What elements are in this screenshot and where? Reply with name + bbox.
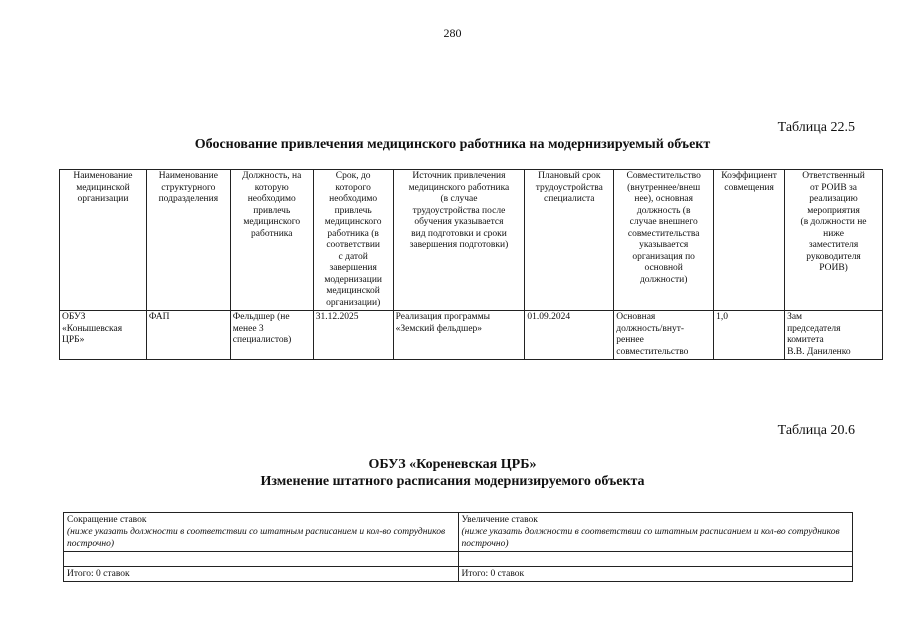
staff-attraction-table bbox=[59, 169, 883, 360]
increase-total: Итого: 0 ставок bbox=[458, 567, 853, 582]
cell-text-line: реннее bbox=[616, 335, 644, 345]
cell-text-line: подразделения bbox=[158, 194, 219, 204]
increase-header: Увеличение ставок bbox=[461, 515, 538, 525]
increase-header-cell bbox=[458, 513, 853, 552]
reduction-total: Итого: 0 ставок bbox=[64, 567, 459, 582]
table-row-empty bbox=[64, 552, 853, 567]
cell-text-line: должность/внут- bbox=[616, 323, 685, 334]
cell-text-line: Должность, на bbox=[242, 171, 302, 181]
cell-text-line: необходимо bbox=[329, 194, 378, 204]
header-row bbox=[60, 170, 883, 311]
table-caption-22-5: Таблица 22.5 bbox=[777, 120, 855, 135]
cell-text-line: заместителя bbox=[808, 240, 859, 250]
cell-text-line: указывается bbox=[639, 240, 689, 250]
cell-text-line: (в должности не bbox=[800, 217, 867, 227]
cell-text-line: соответствии bbox=[326, 240, 380, 250]
cell-text-line: организации) bbox=[326, 297, 381, 308]
cell-text-line: Зам bbox=[787, 312, 803, 322]
cell-text-line: Источник привлечения bbox=[412, 171, 506, 181]
cell-text-line: Наименование bbox=[73, 171, 133, 181]
cell-text-line: завершения bbox=[329, 263, 377, 273]
cell-text-line: медицинской bbox=[76, 182, 130, 193]
cell-text-line: руководителя bbox=[806, 251, 861, 262]
cell-text-line: трудоустройства после bbox=[412, 205, 506, 216]
cell-text-line: случае внешнего bbox=[629, 217, 698, 227]
header-cell bbox=[785, 170, 883, 311]
cell-text-line: Совместительство bbox=[626, 171, 701, 181]
cell-text-line: совмещения bbox=[724, 182, 774, 193]
table-cell bbox=[458, 552, 853, 567]
table-caption-20-6: Таблица 20.6 bbox=[777, 423, 855, 438]
cell-text-line: (внутреннее/внеш bbox=[627, 182, 701, 193]
cell-text-line: Фельдшер (не bbox=[232, 312, 290, 322]
cell-text-line: «Земский фельдшер» bbox=[395, 323, 483, 334]
cell-text-line: председателя bbox=[787, 323, 841, 334]
table-cell bbox=[393, 311, 525, 360]
cell-text-line: 31.12.2025 bbox=[315, 312, 359, 322]
table-cell bbox=[525, 311, 614, 360]
header-cell bbox=[525, 170, 614, 311]
organization-title: ОБУЗ «Кореневская ЦРБ» bbox=[368, 457, 537, 472]
cell-text-line: привлечь bbox=[334, 205, 372, 216]
cell-text-line: реализацию bbox=[809, 194, 858, 204]
table-cell bbox=[146, 311, 230, 360]
cell-text-line: организация по bbox=[632, 251, 695, 262]
cell-text-line: ЦРБ» bbox=[62, 335, 85, 345]
cell-text-line: специалиста bbox=[544, 194, 595, 204]
header-cell bbox=[614, 170, 714, 311]
cell-text-line: работника bbox=[251, 228, 293, 239]
cell-text-line: Срок, до bbox=[335, 171, 371, 181]
table-cell bbox=[230, 311, 313, 360]
table-cell bbox=[313, 311, 393, 360]
table2-title: Изменение штатного расписания модернизируемого объекта bbox=[260, 474, 645, 489]
cell-text-line: с датой bbox=[338, 251, 368, 262]
header-cell bbox=[60, 170, 147, 311]
increase-note: (ниже указать должности в соответствии со штатным расписанием и кол-во сотрудников построчно) bbox=[461, 527, 840, 549]
table-cell bbox=[60, 311, 147, 360]
cell-text-line: специалистов) bbox=[232, 335, 292, 345]
cell-text-line: от РОИВ за bbox=[810, 182, 857, 193]
header-cell bbox=[393, 170, 525, 311]
cell-text-line: должность (в bbox=[636, 205, 691, 216]
table-cell bbox=[614, 311, 714, 360]
cell-text-line: трудоустройства bbox=[535, 182, 603, 193]
cell-text-line: совместительство bbox=[616, 346, 689, 357]
cell-text-line: структурного bbox=[161, 182, 216, 193]
cell-text-line: менее 3 bbox=[232, 323, 264, 334]
cell-text-line: ОБУЗ bbox=[62, 312, 86, 322]
cell-text-line: которую bbox=[254, 182, 289, 193]
cell-text-line: вид подготовки и сроки bbox=[411, 228, 507, 239]
table-cell bbox=[785, 311, 883, 360]
cell-text-line: 01.09.2024 bbox=[527, 312, 571, 322]
reduction-note: (ниже указать должности в соответствии со штатным расписанием и кол-во сотрудников построчно) bbox=[67, 527, 446, 549]
cell-text-line: медицинского bbox=[243, 217, 301, 227]
cell-text-line: В.В. Даниленко bbox=[787, 346, 851, 357]
cell-text-line: ФАП bbox=[148, 312, 170, 322]
cell-text-line: Наименование bbox=[158, 171, 218, 181]
cell-text-line: совместительства bbox=[627, 228, 700, 239]
cell-text-line: комитета bbox=[787, 335, 824, 345]
cell-text-line: модернизации bbox=[324, 274, 382, 285]
cell-text-line: организации bbox=[77, 194, 129, 204]
cell-text-line: медицинского работника bbox=[408, 182, 510, 193]
cell-text-line: Плановый срок bbox=[538, 171, 601, 181]
cell-text-line: работника (в bbox=[327, 228, 379, 239]
page-number: 280 bbox=[443, 26, 462, 40]
cell-text-line: «Конышевская bbox=[62, 323, 123, 334]
cell-text-line: РОИВ) bbox=[819, 263, 848, 273]
cell-text-line: привлечь bbox=[253, 205, 291, 216]
cell-text-line: нее), основная bbox=[634, 194, 693, 204]
cell-text-line: медицинской bbox=[326, 286, 380, 296]
staffing-change-table bbox=[63, 512, 853, 582]
table-row bbox=[60, 311, 883, 360]
cell-text-line: Ответственный bbox=[802, 171, 865, 181]
header-cell bbox=[146, 170, 230, 311]
cell-text-line: которого bbox=[335, 182, 371, 193]
table1-title: Обоснование привлечения медицинского работника на модернизируемый объект bbox=[194, 137, 711, 152]
cell-text-line: (в случае bbox=[440, 194, 478, 204]
cell-text-line: обучения указывается bbox=[414, 217, 504, 227]
cell-text-line: медицинского bbox=[324, 217, 382, 227]
header-cell bbox=[313, 170, 393, 311]
table-cell bbox=[64, 552, 459, 567]
table-row bbox=[64, 513, 853, 552]
header-cell bbox=[230, 170, 313, 311]
totals-row bbox=[64, 567, 853, 582]
cell-text-line: 1,0 bbox=[716, 312, 728, 322]
header-cell bbox=[714, 170, 785, 311]
cell-text-line: завершения подготовки) bbox=[409, 240, 509, 250]
cell-text-line: Реализация программы bbox=[395, 312, 490, 322]
reduction-header: Сокращение ставок bbox=[67, 515, 147, 525]
cell-text-line: должности) bbox=[639, 274, 688, 285]
cell-text-line: Коэффициент bbox=[721, 171, 777, 181]
reduction-header-cell bbox=[64, 513, 459, 552]
table-cell bbox=[714, 311, 785, 360]
cell-text-line: основной bbox=[644, 263, 683, 273]
cell-text-line: необходимо bbox=[247, 194, 296, 204]
cell-text-line: ниже bbox=[823, 228, 844, 239]
cell-text-line: Основная bbox=[616, 312, 656, 322]
cell-text-line: мероприятия bbox=[807, 205, 860, 216]
